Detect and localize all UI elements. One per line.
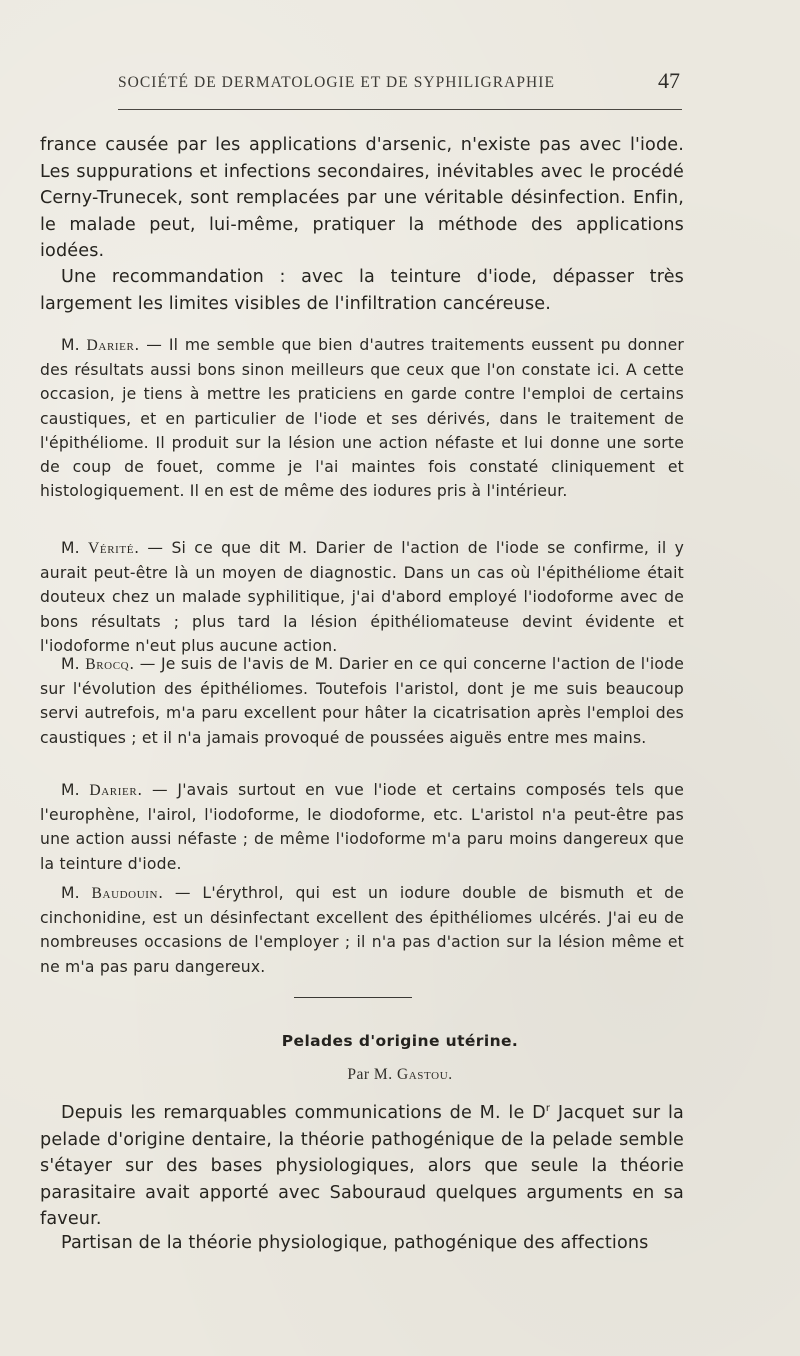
byline-suffix: . [448, 1066, 453, 1083]
article-title: Pelades d'origine utérine. [281, 1032, 519, 1050]
remark-text: . — L'érythrol, qui est un iodure double de bismuth et de cinchonidine, est un désinfectant excellent des épithéliomes ulcérés. J'ai eu de nombreuses occasions de l'employer ; il n'a pas d'action sur la lésion même et ne m'a pas paru dangereux. [40, 884, 685, 976]
remark-text: . — J'avais surtout en vue l'iode et certains composés tels que l'europhène, l'airol, l'iodoforme, le diodoforme, etc. L'aristol n'a peut-être pas une action aussi néfaste ; de même l'iodoforme m'a paru moins dangereux que la teinture d'iode. [40, 781, 684, 873]
paragraph-text: Depuis les remarquables communications de M. le D [61, 1103, 546, 1123]
running-head: SOCIÉTÉ DE DERMATOLOGIE ET DE SYPHILIGRAPHIE [118, 74, 555, 91]
speaker-name: Vérité [88, 540, 135, 557]
article-paragraph-2: Partisan de la théorie physiologique, pathogénique des affections [61, 1233, 649, 1253]
intro-paragraph-2: Une recommandation : avec la teinture d'iode, dépasser très largement les limites visibles de l'infiltration cancéreuse. [40, 267, 684, 314]
remark-text: . — Je suis de l'avis de M. Darier en ce qui concerne l'action de l'iode sur l'évolution des épithéliomes. Toutefois l'aristol, dont je me suis beaucoup servi autrefois, m'a paru excellent pour hâter la cicatrisation après l'emploi des caustiques ; et il n'a jamais provoqué de poussées aiguës entre mes mains. [40, 655, 684, 747]
speaker-prefix: M. [61, 781, 90, 799]
speaker-name: Darier [89, 782, 138, 799]
remark-darier-2 [40, 778, 684, 876]
speaker-name: Baudouin [91, 885, 159, 902]
intro-paragraph-1: france causée par les applications d'arsenic, n'existe pas avec l'iode. Les suppurations et infections secondaires, inévitables avec le procédé Cerny-Trunecek, sont remplacées par une véritable désinfection. Enfin, le malade peut, lui-même, pratiquer la méthode des applications iodées. [40, 135, 684, 261]
author-name: Gastou [396, 1066, 449, 1083]
article-paragraph-1 [40, 1100, 684, 1233]
speaker-prefix: M. [61, 336, 87, 354]
speaker-prefix: M. [61, 539, 89, 557]
remark-darier-1 [40, 333, 684, 503]
remark-brocq [40, 652, 684, 750]
remark-verite [40, 536, 684, 658]
article-byline [0, 1066, 800, 1084]
speaker-name: Darier [86, 337, 135, 354]
speaker-prefix: M. [61, 655, 86, 673]
speaker-prefix: M. [61, 884, 92, 902]
paragraph-text: Jacquet sur la pelade d'origine dentaire, la théorie pathogénique de la pelade semble s'étayer sur des bases physiologiques, alors que seule la théorie parasitaire avait apporté avec Sabouraud quelques arguments en sa faveur. [40, 1103, 684, 1229]
byline-prefix: Par M. [347, 1066, 397, 1083]
remark-baudouin [40, 881, 684, 979]
header-rule [118, 109, 682, 110]
page-number: 47 [658, 68, 680, 93]
remark-text: . — Si ce que dit M. Darier de l'action de l'iode se confirme, il y aurait peut-être là un moyen de diagnostic. Dans un cas où l'épithéliome était douteux chez un malade syphilitique, j'ai d'abord employé l'iodoforme avec de bons résultats ; plus tard la lésion épithéliomateuse devint évidente et l'iodoforme n'eut plus aucune action. [40, 539, 684, 655]
superscript: r [545, 1103, 551, 1114]
section-divider [294, 997, 412, 998]
speaker-name: Brocq [85, 656, 130, 673]
remark-text: . — Il me semble que bien d'autres traitements eussent pu donner des résultats aussi bons sinon meilleurs que ceux que l'on constate ici. A cette occasion, je tiens à mettre les praticiens en garde contre l'emploi de certains caustiques, et en particulier de l'iode et ses dérivés, dans le traitement de l'épithéliome. Il produit sur la lésion une action néfaste et lui donne une sorte de coup de fouet, comme je l'ai maintes fois constaté cliniquement et histologiquement. Il en est de même des iodures pris à l'intérieur. [40, 336, 684, 501]
